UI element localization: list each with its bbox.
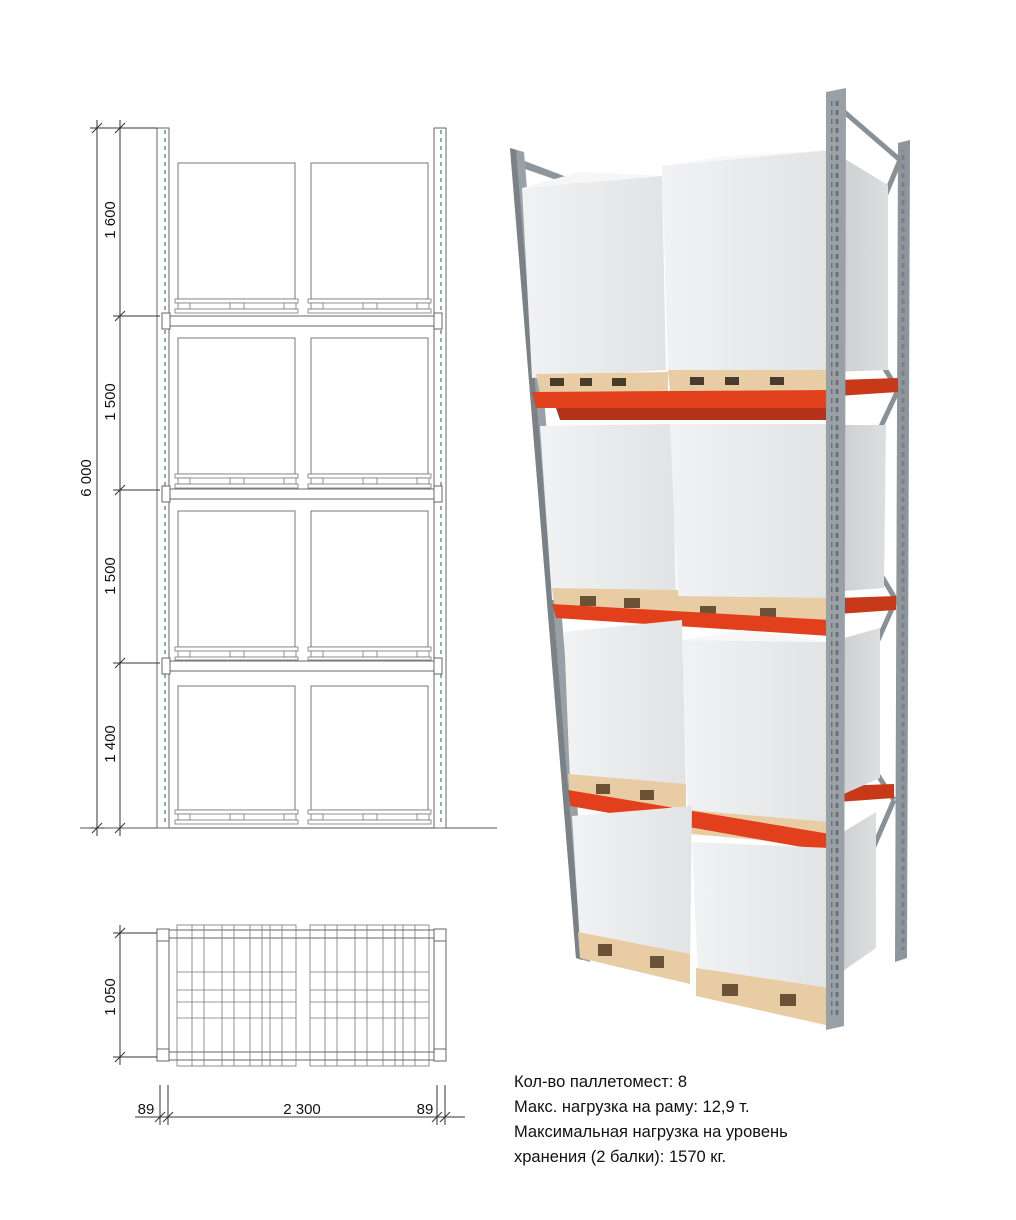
pallet	[175, 810, 298, 824]
spec-level-load-line2: хранения (2 балки): 1570 кг.	[514, 1148, 727, 1166]
plan-pallet	[177, 925, 296, 1066]
spec-level-load-line1: Максимальная нагрузка на уровень	[514, 1123, 788, 1141]
plan-pallet	[310, 925, 429, 1066]
front-elevation	[78, 120, 497, 836]
plan-right-frame	[434, 933, 446, 1061]
load-box	[178, 511, 295, 647]
depth-label: 1 050	[102, 978, 119, 1016]
rack-3d-render	[510, 88, 910, 1030]
spec-frame-load: Макс. нагрузка на раму: 12,9 т.	[514, 1098, 750, 1116]
pallet	[308, 299, 431, 313]
frame-width-left-label: 89	[137, 1101, 155, 1118]
beam-length-label: 2 300	[283, 1101, 321, 1118]
load-box	[178, 338, 295, 474]
pallet	[175, 647, 298, 660]
frame-width-right-label: 89	[416, 1101, 434, 1118]
plan-left-frame	[157, 933, 169, 1061]
pallet	[308, 810, 431, 824]
vertical-dimensions	[90, 120, 160, 836]
specs-block	[514, 1070, 894, 1170]
spec-pallet-places: Кол-во паллетомест: 8	[514, 1073, 688, 1091]
load-box	[178, 163, 295, 299]
plan-view	[102, 925, 465, 1125]
load-box	[311, 511, 428, 647]
plan-beam-front	[165, 930, 441, 938]
level-1-height-label: 1 600	[102, 201, 119, 239]
pallet	[308, 474, 431, 488]
total-height-label: 6 000	[78, 459, 95, 497]
depth-dimension	[113, 925, 157, 1065]
load-box	[311, 686, 428, 810]
front-right-upright	[826, 88, 846, 1030]
pallet	[175, 299, 298, 313]
pallet	[308, 647, 431, 660]
level-3-height-label: 1 500	[102, 557, 119, 595]
level-2-height-label: 1 500	[102, 383, 119, 421]
load-box	[311, 163, 428, 299]
load-box	[178, 686, 295, 810]
rear-right-upright	[895, 140, 910, 962]
plan-beam-back	[165, 1052, 441, 1060]
pallet	[175, 474, 298, 488]
left-upright	[157, 128, 169, 828]
load-box	[311, 338, 428, 474]
beam-level-3	[166, 489, 438, 499]
level-4-height-label: 1 400	[102, 725, 119, 763]
right-upright	[434, 128, 446, 828]
beam-level-4	[166, 661, 438, 671]
beam-level-2	[166, 316, 438, 326]
